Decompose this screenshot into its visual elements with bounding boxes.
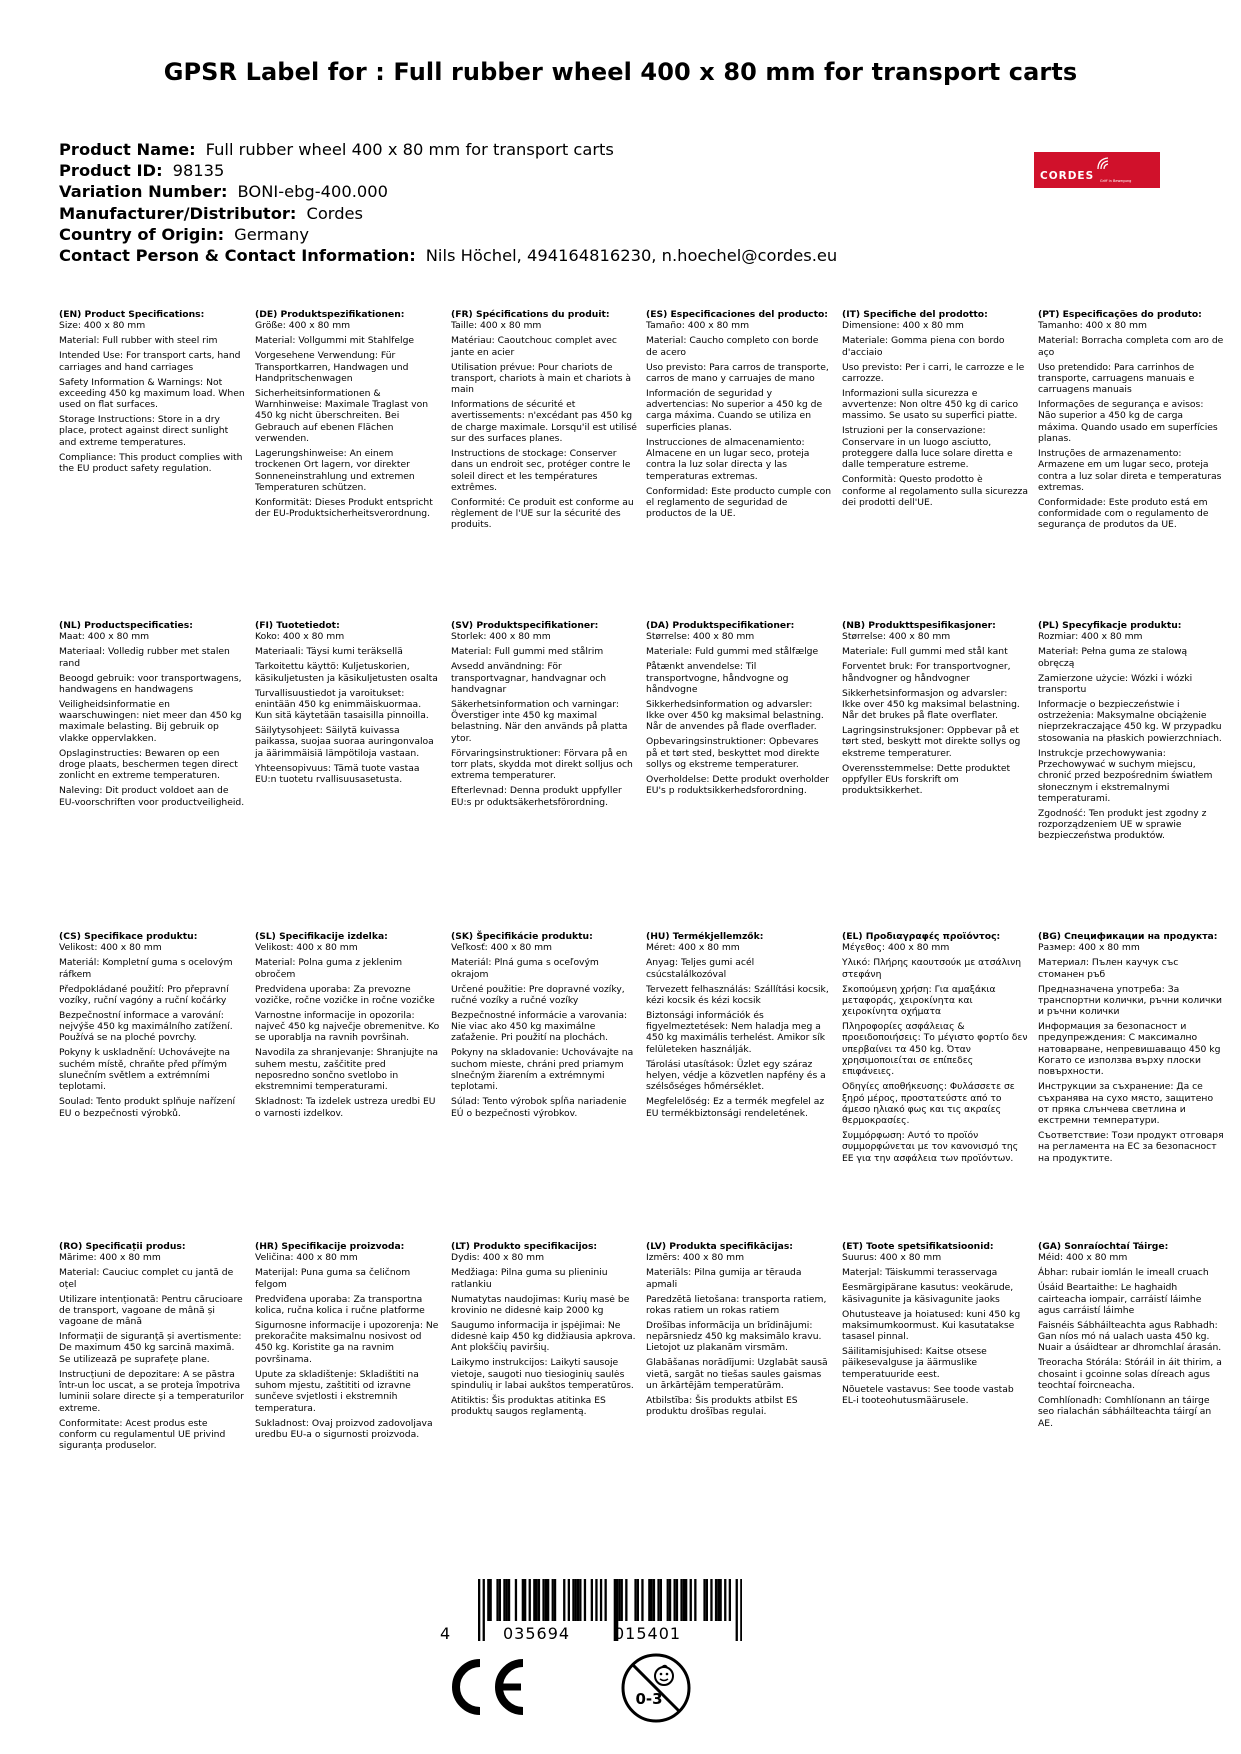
spec-heading: (DE) Produktspezifikationen:	[255, 309, 405, 320]
spec-paragraph: Anyag: Teljes gumi acél csúcstalálkozóval	[646, 957, 755, 980]
spec-heading: (NB) Produkttspesifikasjoner:	[842, 620, 996, 631]
barcode-bar	[694, 1579, 696, 1621]
spec-size: Suurus: 400 x 80 mm	[842, 1252, 942, 1264]
spec-size: Storlek: 400 x 80 mm	[451, 631, 551, 643]
spec-paragraph: Säilitamisjuhised: Kaitse otsese päikesevalguse ja äärmuslike temperatuuride eest.	[842, 1346, 987, 1380]
spec-paragraph: Sikkerhetsinformasjon og advarsler: Ikke over 450 kg maksimal belastning. Når det brukes på flate overflater.	[842, 687, 1020, 722]
spec-paragraph: Säilytysohjeet: Säilytä kuivassa paikassa, suojaa suoraa auringonvaloa ja äärimmäisiä lämpötiloja vastaan.	[255, 725, 434, 759]
barcode-bar	[729, 1579, 731, 1621]
spec-size: Größe: 400 x 80 mm	[255, 320, 351, 332]
spec-paragraph: Turvallisuustiedot ja varoitukset: enintään 450 kg enimmäiskuormaa. Kun sitä käytetään tasaisilla pinnoilla.	[255, 687, 429, 722]
spec-paragraph: Materiaali: Täysi kumi teräksellä	[255, 646, 403, 658]
info-value: Nils Höchel, 494164816230, n.hoechel@cordes.eu	[425, 246, 838, 266]
barcode-digit-first: 4	[440, 1624, 452, 1643]
spec-paragraph: Predviđena uporaba: Za transportna kolica, ručna kolica i ručne platforme	[255, 1293, 425, 1316]
spec-paragraph: Forventet bruk: For transportvogner, håndvogner og håndvogner	[842, 661, 1011, 684]
spec-size: Tamanho: 400 x 80 mm	[1038, 320, 1147, 332]
barcode-bar	[547, 1579, 549, 1621]
barcode-bar	[706, 1579, 708, 1621]
barcode-bar	[740, 1579, 742, 1641]
spec-paragraph: Efterlevnad: Denna produkt uppfyller EU:s pr oduktsäkerhetsförordning.	[451, 785, 622, 808]
spec-column	[1038, 931, 1224, 1164]
barcode-bar	[554, 1579, 556, 1621]
barcode-bar	[533, 1579, 535, 1621]
barcode-bar	[720, 1579, 722, 1621]
spec-paragraph: Uso previsto: Para carros de transporte, carros de mano y carruajes de mano	[646, 361, 829, 384]
spec-paragraph: Paredzētā lietošana: transporta ratiem, rokas ratiem un rokas ratiem	[646, 1293, 827, 1316]
logo-swirl-icon	[1096, 155, 1112, 171]
spec-paragraph: Материал: Пълен каучук със стоманен ръб	[1038, 957, 1179, 980]
cordes-logo	[1034, 152, 1160, 188]
spec-paragraph: Tárolási utasítások: Üzlet egy száraz helyen, védje a közvetlen napfény és a szélsőséges hőmérséklet.	[646, 1058, 826, 1093]
spec-paragraph: Informații de siguranță și avertismente: De maximum 450 kg sarcină maximă. Se utilizează pe suprafețe plane.	[59, 1331, 242, 1365]
barcode-bar	[676, 1579, 678, 1621]
info-label: Variation Number:	[59, 182, 228, 202]
barcode-bar	[538, 1579, 540, 1621]
spec-paragraph: Tervezett felhasználás: Szállítási kocsik, kézi kocsik és kézi kocsik	[646, 983, 829, 1006]
barcode-bar	[577, 1579, 579, 1621]
spec-heading: (PL) Specyfikacje produktu:	[1038, 620, 1182, 631]
spec-paragraph: Material: Vollgummi mit Stahlfelge	[255, 335, 415, 347]
barcode-bar	[503, 1579, 505, 1621]
spec-paragraph: Avsedd användning: För transportvagnar, handvagnar och handvagnar	[451, 661, 607, 695]
spec-paragraph: Eesmärgipärane kasutus: veokärude, käsivagunite ja käsivagunite jaoks	[842, 1282, 1014, 1305]
spec-paragraph: Materiāls: Pilna gumija ar tērauda apmali	[646, 1267, 802, 1290]
spec-column	[59, 309, 245, 474]
barcode-digits-right: 015401	[614, 1624, 682, 1643]
spec-paragraph: Súlad: Tento výrobok spĺňa nariadenie EÚ o bezpečnosti výrobkov.	[451, 1096, 627, 1119]
spec-paragraph: Materiale: Gomma piena con bordo d'acciaio	[842, 335, 1005, 358]
barcode-bar	[515, 1579, 517, 1621]
spec-size: Størrelse: 400 x 80 mm	[646, 631, 755, 643]
barcode-bar	[685, 1579, 687, 1621]
spec-paragraph: Ábhar: rubair iomlán le imeall cruach	[1038, 1267, 1209, 1279]
spec-paragraph: Utilizare intenționată: Pentru cărucioare de transport, vagoane de mână și vagoane de mână	[59, 1293, 243, 1328]
spec-paragraph: Zgodność: Ten produkt jest zgodny z rozporządzeniem UE w sprawie bezpieczeństwa produktów.	[1038, 807, 1207, 842]
spec-paragraph: Materiaal: Volledig rubber met stalen rand	[59, 646, 230, 669]
spec-paragraph: Nõuetele vastavus: See toode vastab EL-i tooteohutusmäärusele.	[842, 1383, 1014, 1406]
spec-size: Størrelse: 400 x 80 mm	[842, 631, 951, 643]
spec-paragraph: Opslaginstructies: Bewaren op een droge plaats, beschermen tegen direct zonlicht en extreme temperaturen.	[59, 747, 238, 782]
spec-paragraph: Informazioni sulla sicurezza e avvertenze: Non oltre 450 kg di carico massimo. Se usato su superfici piatte.	[842, 387, 1019, 422]
spec-paragraph: Οδηγίες αποθήκευσης: Φυλάσσετε σε ξηρό μέρος, προστατεύστε από το άμεσο ηλιακό φως και τις ακραίες θερμοκρασίες.	[842, 1081, 1015, 1127]
spec-paragraph: Yhteensopivuus: Tämä tuote vastaa EU:n tuotetu rvallisuusasetusta.	[255, 762, 420, 785]
spec-paragraph: Uso previsto: Per i carri, le carrozze e le carrozze.	[842, 361, 1025, 384]
barcode-bar	[634, 1579, 636, 1621]
barcode-bar	[579, 1579, 581, 1621]
spec-heading: (IT) Specifiche del prodotto:	[842, 309, 988, 320]
spec-paragraph: Laikymo instrukcijos: Laikyti sausoje vietoje, saugoti nuo tiesioginių saulės spindulių ir labai aukštos temperatūros.	[451, 1357, 634, 1392]
spec-column	[842, 931, 1028, 1164]
barcode-bar	[522, 1579, 524, 1621]
info-value: Cordes	[306, 203, 364, 223]
barcode-bar	[584, 1579, 586, 1621]
spec-paragraph: Informações de segurança e avisos: Não superior a 450 kg de carga máxima. Quando usado em superfícies planas.	[1038, 399, 1218, 445]
spec-paragraph: Instructions de stockage: Conserver dans un endroit sec, protéger contre le soleil direct et les températures extrêmes.	[451, 448, 631, 493]
spec-paragraph: Instrucțiuni de depozitare: A se păstra într-un loc uscat, a se proteja împotriva luminii solare directe și a temperaturilor extreme.	[59, 1368, 244, 1414]
spec-heading: (FI) Tuotetiedot:	[255, 620, 340, 631]
spec-paragraph: Sukladnost: Ovaj proizvod zadovoljava uredbu EU-a o sigurnosti proizvoda.	[255, 1417, 433, 1440]
spec-size: Taille: 400 x 80 mm	[451, 320, 542, 332]
spec-column	[842, 620, 1028, 797]
spec-paragraph: Material: Full gummi med stålrim	[451, 646, 604, 658]
spec-heading: (ET) Toote spetsifikatsioonid:	[842, 1241, 994, 1252]
spec-heading: (LT) Produkto specifikacijos:	[451, 1241, 598, 1252]
spec-paragraph: Инструкции за съхранение: Да се съхранява на сухо място, защитено от пряка слънчева светлина и екстремни температури.	[1038, 1081, 1214, 1127]
barcode-bar	[710, 1579, 712, 1621]
spec-paragraph: Opbevaringsinstruktioner: Opbevares på et tørt sted, beskyttet mod direkte sollys og ekstreme temperaturer.	[646, 736, 820, 771]
spec-paragraph: Συμμόρφωση: Αυτό το προϊόν συμμορφώνεται με τον κανονισμό της ΕΕ για την ασφάλεια των προϊόντων.	[842, 1130, 1019, 1164]
barcode-bar	[545, 1579, 547, 1621]
spec-column	[1038, 620, 1224, 842]
spec-paragraph: Uso pretendido: Para carrinhos de transporte, carruagens manuais e carruagens manuais	[1038, 361, 1195, 396]
spec-paragraph: Konformität: Dieses Produkt entspricht der EU-Produktsicherheitsverordnung.	[255, 496, 433, 520]
spec-paragraph: Påtænkt anvendelse: Til transportvogne, håndvogne og håndvogne	[646, 661, 789, 695]
info-label: Product ID:	[59, 161, 163, 181]
barcode-bar	[529, 1579, 531, 1621]
spec-column	[255, 1241, 441, 1440]
spec-paragraph: Glabāšanas norādījumi: Uzglabāt sausā vietā, sargāt no tiešas saules gaismas un ārkārtējām temperatūrām.	[646, 1357, 828, 1392]
barcode-bar	[660, 1579, 662, 1621]
logo-tagline: Griff in Bewegung	[1100, 179, 1132, 183]
barcode-bar	[651, 1579, 653, 1621]
spec-heading: (RO) Specificații produs:	[59, 1241, 186, 1252]
barcode-bar	[641, 1579, 643, 1621]
spec-paragraph: Compliance: This product complies with the EU product safety regulation.	[59, 451, 243, 474]
spec-size: Dydis: 400 x 80 mm	[451, 1252, 545, 1264]
barcode-bar	[621, 1579, 623, 1621]
spec-paragraph: Skladnost: Ta izdelek ustreza uredbi EU o varnosti izdelkov.	[255, 1096, 436, 1119]
spec-paragraph: Biztonsági információk és figyelmeztetések: Nem haladja meg a 450 kg maximális terhelést. Amikor sík felületeken használják.	[646, 1009, 826, 1055]
spec-paragraph: Materiál: Plná guma s oceľovým okrajom	[451, 957, 599, 980]
spec-paragraph: Storage Instructions: Store in a dry place, protect against direct sunlight and extreme temperatures.	[59, 414, 229, 448]
spec-heading: (HR) Specifikacije proizvoda:	[255, 1241, 405, 1252]
spec-paragraph: Conformitate: Acest produs este conform cu regulamentul UE privind siguranța produselor.	[59, 1417, 226, 1452]
age-warning-icon	[620, 1652, 692, 1724]
spec-paragraph: Safety Information & Warnings: Not exceeding 450 kg maximum load. When used on flat surfaces.	[59, 376, 245, 411]
barcode-bar	[736, 1579, 738, 1641]
barcode-bar	[478, 1579, 480, 1641]
spec-paragraph: Förvaringsinstruktioner: Förvara på en torr plats, skydda mot direkt solljus och extrema temperaturer.	[451, 747, 633, 782]
spec-heading: (NL) Productspecificaties:	[59, 620, 193, 631]
spec-paragraph: Conformità: Questo prodotto è conforme al regolamento sulla sicurezza dei prodotti dell'UE.	[842, 474, 1029, 508]
barcode-digits-left: 035694	[503, 1624, 571, 1643]
spec-heading: (SV) Produktspecifikationer:	[451, 620, 599, 631]
spec-paragraph: Πληροφορίες ασφάλειας & προειδοποιήσεις: Το μέγιστο φορτίο δεν υπερβαίνει τα 450 kg. Όταν χρησιμοποιείται σε επίπεδες επιφάνειες.	[842, 1021, 1028, 1078]
info-label: Country of Origin:	[59, 224, 225, 244]
barcode-bar	[572, 1579, 574, 1621]
spec-heading: (BG) Спецификации на продукта:	[1038, 931, 1218, 942]
spec-paragraph: Instrucciones de almacenamiento: Almacene en un lugar seco, proteja contra la luz solar directa y las temperaturas extremas.	[646, 436, 810, 482]
spec-paragraph: Pokyny k uskladnění: Uchovávejte na suchém místě, chraňte před přímým slunečním světlem a extrémními teplotami.	[59, 1047, 231, 1093]
spec-paragraph: Faisnéis Sábháilteachta agus Rabhadh: Gan níos mó ná ualach uasta 450 kg. Nuair a úsáidtear ar dhromchlaí árasán.	[1038, 1319, 1222, 1354]
barcode-bar	[575, 1579, 577, 1621]
spec-paragraph: Material: Full rubber with steel rim	[59, 335, 218, 347]
product-info	[59, 139, 837, 266]
spec-paragraph: Matériau: Caoutchouc complet avec jante en acier	[451, 335, 617, 358]
spec-size: Izmērs: 400 x 80 mm	[646, 1252, 745, 1264]
barcode-bar	[496, 1579, 498, 1621]
spec-size: Size: 400 x 80 mm	[59, 320, 146, 332]
spec-paragraph: Bezpečnostní informace a varování: nejvýše 450 kg maximálního zatížení. Používá se na ploché povrchy.	[59, 1009, 233, 1044]
spec-size: Velikost: 400 x 80 mm	[59, 942, 162, 954]
spec-paragraph: Conformité: Ce produit est conforme au règlement de l'UE sur la sécurité des produits.	[451, 496, 634, 531]
spec-column	[646, 620, 832, 797]
barcode-bar	[648, 1579, 650, 1621]
spec-column	[255, 931, 441, 1119]
spec-paragraph: Materiał: Pełna guma ze stalową obręczą	[1038, 646, 1188, 669]
barcode-bar	[508, 1579, 510, 1621]
spec-paragraph: Drošības informācija un brīdinājumi: nepārsniedz 450 kg maksimālo kravu. Lietojot uz plakanām virsmām.	[646, 1319, 822, 1354]
info-label: Contact Person & Contact Information:	[59, 246, 416, 266]
spec-size: Tamaño: 400 x 80 mm	[646, 320, 750, 332]
barcode-bar	[683, 1579, 685, 1621]
spec-column	[451, 620, 637, 808]
barcode-bar	[499, 1579, 501, 1621]
spec-paragraph: Atitiktis: Šis produktas atitinka ES produktų saugos reglamentą.	[451, 1395, 606, 1418]
spec-size: Veľkosť: 400 x 80 mm	[451, 942, 553, 954]
spec-paragraph: Předpokládané použití: Pro přepravní vozíky, ruční vagóny a ruční kočárky	[59, 983, 229, 1006]
spec-paragraph: Určené použitie: Pre dopravné vozíky, ručné vozíky a ručné vozíky	[451, 983, 625, 1006]
spec-paragraph: Materijal: Puna guma sa čeličnom felgom	[255, 1267, 411, 1290]
spec-paragraph: Predvidena uporaba: Za prevozne vozičke, ročne vozičke in ročne vozičke	[255, 983, 435, 1006]
spec-paragraph: Bezpečnostné informácie a varovania: Nie viac ako 450 kg maximálne zaťaženie. Pri použití na plochách.	[451, 1009, 628, 1044]
spec-paragraph: Beoogd gebruik: voor transportwagens, handwagens en handwagens	[59, 672, 242, 695]
spec-column	[255, 309, 441, 519]
barcode-bar	[637, 1579, 639, 1621]
barcode-bar	[715, 1579, 717, 1621]
spec-size: Velikost: 400 x 80 mm	[255, 942, 358, 954]
spec-paragraph: Säkerhetsinformation och varningar: Överstiger inte 450 kg maximal belastning. När den används på platta ytor.	[451, 698, 628, 744]
contact-row	[59, 245, 837, 266]
spec-paragraph: Saugumo informacija ir įspėjimai: Ne didesnė kaip 450 kg didžiausia apkrova. Ant plokščių paviršių.	[451, 1319, 636, 1354]
spec-column	[1038, 1241, 1224, 1429]
spec-paragraph: Navodila za shranjevanje: Shranjujte na suhem mestu, zaščitite pred neposredno sončno svetlobo in ekstremnimi temperaturami.	[255, 1047, 439, 1093]
spec-paragraph: Съответствие: Този продукт отговаря на регламента на ЕС за безопасност на продуктите.	[1038, 1130, 1224, 1164]
spec-paragraph: Overholdelse: Dette produkt overholder EU's p roduktsikkerhedsforordning.	[646, 774, 830, 797]
spec-paragraph: Medžiaga: Pilna guma su plieniniu ratlankiu	[451, 1267, 608, 1290]
spec-paragraph: Tarkoitettu käyttö: Kuljetuskorien, käsikuljetusten ja käsikuljetusten osalta	[255, 661, 438, 684]
barcode-bar	[552, 1579, 554, 1621]
barcode-bar	[724, 1579, 726, 1621]
spec-heading: (EL) Προδιαγραφές προϊόντος:	[842, 931, 1001, 942]
spec-column	[59, 1241, 245, 1451]
spec-heading: (SL) Specifikacije izdelka:	[255, 931, 388, 942]
barcode-bar	[542, 1579, 544, 1621]
spec-size: Méret: 400 x 80 mm	[646, 942, 740, 954]
spec-size: Dimensione: 400 x 80 mm	[842, 320, 964, 332]
spec-paragraph: Información de seguridad y advertencias: No superior a 450 kg de carga máxima. Cuando se utiliza en superficies planas.	[646, 387, 823, 433]
country-row	[59, 224, 837, 245]
spec-size: Размер: 400 x 80 mm	[1038, 942, 1140, 954]
barcode-bar	[717, 1579, 719, 1621]
manufacturer-row	[59, 203, 837, 224]
spec-paragraph: Lagerungshinweise: An einem trockenen Ort lagern, vor direkter Sonneneinstrahlung und extremen Temperaturen schützen.	[255, 448, 415, 493]
barcode-bar	[680, 1579, 682, 1621]
spec-column	[255, 620, 441, 785]
barcode-bar	[674, 1579, 676, 1621]
variation-number-row	[59, 181, 837, 202]
spec-heading: (DA) Produktspecifikationer:	[646, 620, 795, 631]
spec-paragraph: Material: Borracha completa com aro de aço	[1038, 335, 1224, 358]
barcode-bar	[595, 1579, 597, 1621]
barcode-bar	[703, 1579, 705, 1621]
spec-column	[451, 1241, 637, 1418]
spec-heading: (GA) Sonraíochtaí Táirge:	[1038, 1241, 1169, 1252]
info-label: Product Name:	[59, 140, 196, 159]
spec-heading: (ES) Especificaciones del producto:	[646, 309, 828, 320]
spec-heading: (CS) Specifikace produktu:	[59, 931, 198, 942]
spec-paragraph: Lagringsinstruksjoner: Oppbevar på et tørt sted, beskytt mot direkte sollys og ekstreme temperaturer.	[842, 725, 1021, 759]
barcode-bar	[625, 1579, 627, 1621]
spec-paragraph: Material: Caucho completo con borde de acero	[646, 335, 819, 358]
spec-size: Rozmiar: 400 x 80 mm	[1038, 631, 1143, 643]
barcode-bar	[524, 1579, 526, 1621]
barcode-bar	[490, 1579, 492, 1621]
spec-paragraph: Comhlíonadh: Comhlíonann an táirge seo rialachán sábháilteachta táirgí an AE.	[1038, 1395, 1212, 1429]
barcode-bar	[669, 1579, 671, 1621]
spec-paragraph: Atbilstība: Šis produkts atbilst ES produktu drošības regulai.	[646, 1395, 798, 1418]
spec-paragraph: Conformidade: Este produto está em conformidade com o regulamento de segurança de produtos da UE.	[1038, 496, 1209, 531]
spec-paragraph: Conformidad: Este producto cumple con el reglamento de seguridad de productos de la UE.	[646, 485, 832, 520]
barcode-bar	[600, 1579, 602, 1621]
spec-paragraph: Σκοπούμενη χρήση: Για αμαξάκια μεταφοράς, χειροκίνητα και χειροκίνητα οχήματα	[842, 983, 996, 1018]
spec-paragraph: Materiale: Fuld gummi med stålfælge	[646, 646, 819, 658]
barcode-bar	[591, 1579, 593, 1621]
spec-size: Maat: 400 x 80 mm	[59, 631, 150, 643]
spec-paragraph: Instruções de armazenamento: Armazene em um lugar seco, proteja contra a luz solar direta e temperaturas extremas.	[1038, 448, 1222, 493]
spec-paragraph: Materiale: Full gummi med stål kant	[842, 646, 1008, 658]
barcode-bar	[657, 1579, 659, 1621]
barcode-bar	[506, 1579, 508, 1621]
spec-paragraph: Sicherheitsinformationen & Warnhinweise: Maximale Traglast von 450 kg nicht überschreiten. Bei Gebrauch auf ebenen Flächen verwenden.	[255, 387, 429, 445]
spec-paragraph: Megfelelőség: Ez a termék megfelel az EU termékbiztonsági rendeletének.	[646, 1096, 825, 1119]
info-label: Manufacturer/Distributor:	[59, 203, 297, 223]
spec-column	[646, 309, 832, 519]
barcode-bar	[690, 1579, 692, 1621]
spec-column	[451, 931, 637, 1119]
spec-heading: (SK) Špecifikácie produktu:	[451, 931, 593, 942]
barcode-bar	[568, 1579, 570, 1621]
spec-paragraph: Upute za skladištenje: Skladištiti na suhom mjestu, zaštititi od izravne sunčeve svjetlosti i ekstremnih temperatura.	[255, 1368, 419, 1414]
barcode-bar	[483, 1579, 485, 1641]
spec-paragraph: Υλικό: Πλήρης καουτσούκ με ατσάλινη στεφάνη	[842, 957, 1022, 980]
barcode-bar	[653, 1579, 655, 1621]
spec-column	[451, 309, 637, 531]
barcode-bar	[487, 1579, 489, 1621]
spec-paragraph: Materjal: Täiskummi terasservaga	[842, 1267, 998, 1279]
spec-paragraph: Materiál: Kompletní guma s ocelovým ráfkem	[59, 957, 233, 980]
info-value: Germany	[234, 224, 309, 244]
spec-paragraph: Treoracha Stórála: Stóráil in áit thirim, a chosaint i gcoinne solas díreach agus teochtaí foircneacha.	[1038, 1357, 1222, 1392]
spec-size: Méid: 400 x 80 mm	[1038, 1252, 1128, 1264]
spec-paragraph: Overensstemmelse: Dette produktet oppfyller EUs forskrift om produktsikkerhet.	[842, 762, 1011, 797]
ce-mark-icon	[449, 1658, 531, 1716]
spec-size: Koko: 400 x 80 mm	[255, 631, 345, 643]
spec-paragraph: Soulad: Tento produkt splňuje nařízení EU o bezpečnosti výrobků.	[59, 1096, 236, 1119]
spec-paragraph: Sikkerhedsinformation og advarsler: Ikke over 450 kg maksimal belastning. Når de anvendes på flade overflader.	[646, 698, 824, 733]
info-value: Full rubber wheel 400 x 80 mm for transport carts	[205, 140, 614, 159]
spec-size: Μέγεθος: 400 x 80 mm	[842, 942, 950, 954]
spec-column	[842, 309, 1028, 508]
spec-paragraph: Ohutusteave ja hoiatused: kuni 450 kg maksimumkoormust. Kui kasutatakse tasasel pinnal.	[842, 1308, 1021, 1343]
spec-size: Veličina: 400 x 80 mm	[255, 1252, 358, 1264]
logo-wordmark: CORDES	[1040, 170, 1095, 182]
spec-paragraph: Informacje o bezpieczeństwie i ostrzeżenia: Maksymalne obciążenie nieprzekraczające 450 kg. W przypadku stosowania na płaskich powierzchniach.	[1038, 698, 1222, 744]
spec-paragraph: Intended Use: For transport carts, hand carriages and hand carriages	[59, 350, 241, 373]
spec-heading: (HU) Termékjellemzők:	[646, 931, 764, 942]
spec-column	[59, 931, 245, 1119]
spec-size: Mărime: 400 x 80 mm	[59, 1252, 161, 1264]
barcode-bar	[667, 1579, 669, 1621]
spec-paragraph: Informations de sécurité et avertissements: n'excédant pas 450 kg de charge maximale. Lorsqu'il est utilisé sur des surfaces planes.	[451, 399, 637, 445]
product-id-row	[59, 160, 837, 181]
spec-column	[59, 620, 245, 808]
spec-paragraph: Istruzioni per la conservazione: Conservare in un luogo asciutto, proteggere dalla luce solare diretta e dalle temperature estreme.	[842, 425, 1013, 471]
age-warning-label: 0-3	[635, 1690, 663, 1708]
spec-paragraph: Vorgesehene Verwendung: Für Transportkarren, Handwagen und Handpritschenwagen	[255, 350, 409, 384]
spec-paragraph: Material: Cauciuc complet cu jantă de oțel	[59, 1267, 234, 1290]
spec-paragraph: Utilisation prévue: Pour chariots de transport, chariots à main et chariots à main	[451, 361, 632, 396]
spec-paragraph: Sigurnosne informacije i upozorenja: Ne prekoračite maksimalnu nosivost od 450 kg. Koristite ga na ravnim površinama.	[255, 1319, 439, 1365]
spec-paragraph: Veiligheidsinformatie en waarschuwingen: niet meer dan 450 kg maximale belasting. Bij gebruik op vlakke oppervlakken.	[59, 698, 242, 744]
spec-heading: (PT) Especificações do produto:	[1038, 309, 1202, 320]
spec-paragraph: Úsáid Beartaithe: Le haghaidh cairteacha iompair, carráistí láimhe agus carráistí láimhe	[1038, 1282, 1202, 1316]
spec-paragraph: Naleving: Dit product voldoet aan de EU-voorschriften voor productveiligheid.	[59, 785, 245, 808]
spec-paragraph: Instrukcje przechowywania: Przechowywać w suchym miejscu, chronić przed bezpośrednim światłem słonecznym i ekstremalnymi temperaturami.	[1038, 747, 1213, 804]
spec-paragraph: Pokyny na skladovanie: Uchovávajte na suchom mieste, chráni pred priamym slnečným žiarením a extrémnymi teplotami.	[451, 1047, 634, 1093]
barcode-bar	[618, 1579, 620, 1621]
spec-heading: (LV) Produkta specifikācijas:	[646, 1241, 793, 1252]
page-title: GPSR Label for : Full rubber wheel 400 x 80 mm for transport carts	[163, 58, 1078, 86]
barcode-bar	[563, 1579, 565, 1621]
spec-paragraph: Varnostne informacije in opozorila: največ 450 kg največje obremenitve. Ko se uporablja na ravnih površinah.	[255, 1009, 440, 1044]
spec-column	[842, 1241, 1028, 1406]
spec-paragraph: Numatytas naudojimas: Kurių masė be krovinio ne didesnė kaip 2000 kg	[451, 1293, 630, 1316]
info-value: 98135	[172, 161, 225, 181]
spec-heading: (EN) Product Specifications:	[59, 309, 205, 320]
spec-paragraph: Предназначена употреба: За транспортни колички, ръчни колички и ръчни колички	[1038, 983, 1222, 1018]
spec-paragraph: Zamierzone użycie: Wózki i wózki transportu	[1038, 672, 1193, 695]
spec-column	[646, 1241, 832, 1418]
barcode-bar	[536, 1579, 538, 1621]
spec-heading: (FR) Spécifications du produit:	[451, 309, 610, 320]
info-value: BONI-ebg-400.000	[237, 182, 388, 202]
spec-column	[646, 931, 832, 1119]
product-name-row	[59, 139, 837, 160]
spec-paragraph: Информация за безопасност и предупреждения: С максимално натоварване, непревишаващо 450 kg Когато се използва върху плоски повърхности.	[1038, 1021, 1221, 1078]
spec-paragraph: Material: Polna guma z jeklenim obročem	[255, 957, 403, 980]
spec-column	[1038, 309, 1224, 531]
barcode-bar	[605, 1579, 607, 1621]
